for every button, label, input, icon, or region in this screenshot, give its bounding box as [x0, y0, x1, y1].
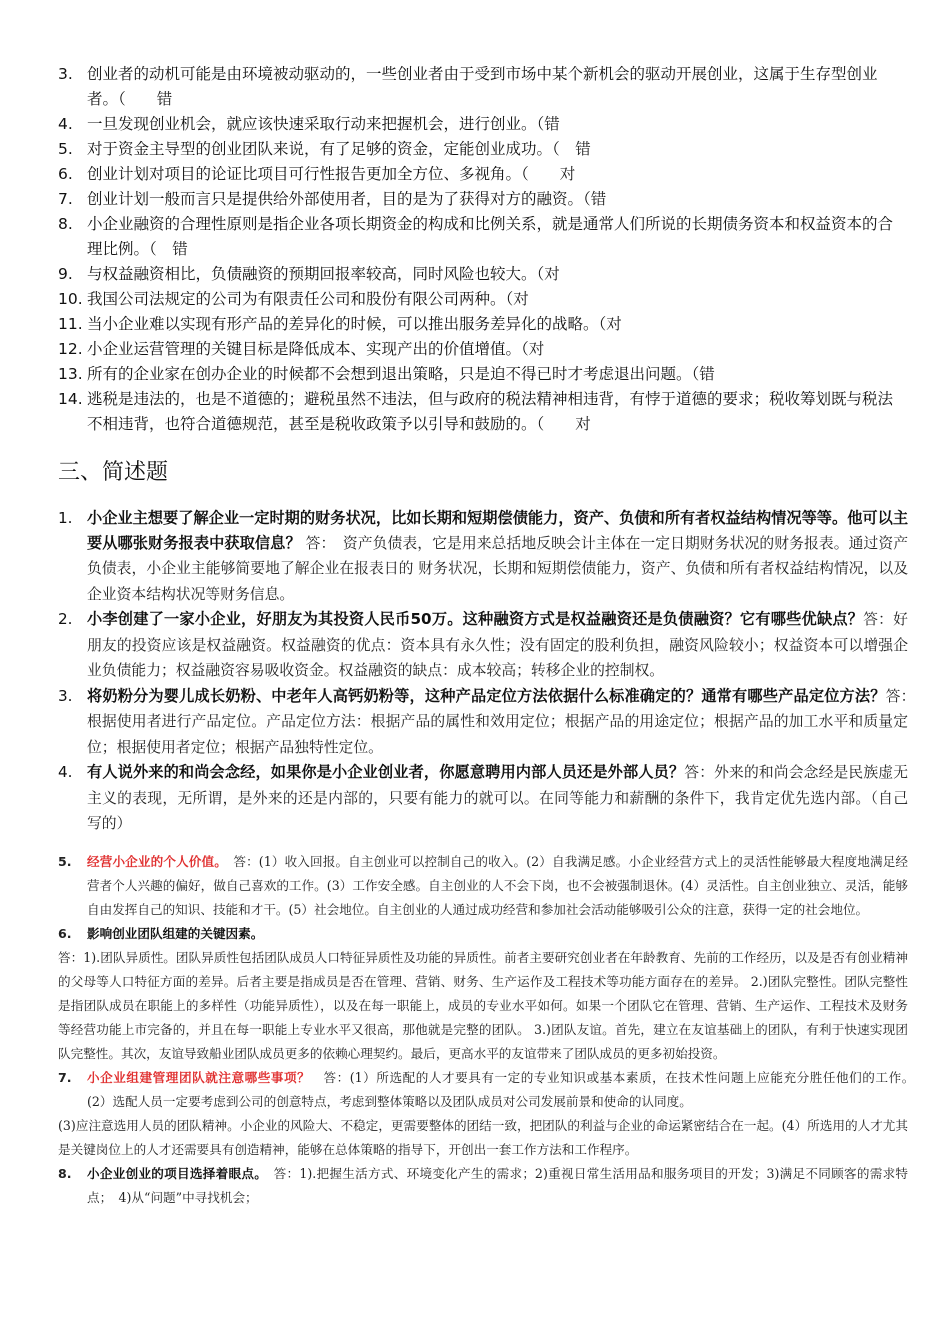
list-item — [58, 337, 898, 362]
item-number: 5. — [58, 854, 72, 869]
list-item — [58, 62, 898, 112]
list-item — [58, 162, 898, 187]
question-text: 小企业组建管理团队就注意哪些事项？ — [87, 1070, 311, 1085]
question-text: 小企业创业的项目选择着眼点。 — [87, 1166, 261, 1181]
item-answer: 错 — [156, 90, 173, 108]
answer-text: 答： 根据使用者进行产品定位。产品定位方法：根据产品的属性和效用定位；根据产品的用途定位；根据产品的加工水平和质量定位；根据使用者定位；根据产品独特性定位。 — [87, 687, 923, 756]
list-item — [58, 112, 898, 137]
item-text: 所有的企业家在创办企业的时候都不会想到退出策略，只是迫不得已时才考虑退出问题。（ — [87, 365, 700, 383]
answer-text: 答：(1）所选配的人才要具有一定的专业知识或基本素质，在技术性问题上应能充分胜任他们的工作。 (2）选配人员一定要考虑到公司的创意特点，考虑到整体策略以及团队成员对公司发展前景和使命的认同度。 — [87, 1070, 934, 1109]
item-number: 8. — [58, 1166, 72, 1181]
list-item — [58, 287, 898, 312]
list-item — [58, 362, 898, 387]
short-answer-list — [58, 506, 923, 837]
item-number: 11. — [58, 315, 83, 333]
list-item — [58, 1066, 934, 1114]
item-text: 当小企业难以实现有形产品的差异化的时候，可以推出服务差异化的战略。（ — [87, 315, 607, 333]
item-number: 3. — [58, 65, 73, 83]
item-number: 7. — [58, 1070, 72, 1085]
item-number: 4. — [58, 115, 73, 133]
question-text: 经营小企业的个人价值。 — [87, 854, 221, 869]
true-false-list — [58, 62, 898, 437]
item-number: 8. — [58, 215, 73, 233]
list-item — [58, 212, 898, 262]
item-answer: 对 — [559, 165, 576, 183]
answer-text-continued: (3)应注意选用人员的团队精神。小企业的风险大、不稳定，更需要整体的团结一致，把团队的利益与企业的命运紧密结合在一起。(4）所选用的人才尤其是关键岗位上的人才还需要具有创造精神，能够在总体策略的指导下，开创出一套工作方法和工作程序。 — [58, 1118, 908, 1157]
item-number: 6. — [58, 926, 72, 941]
answer-text: 答： 资产负债表，它是用来总括地反映会计主体在一定日期财务状况的财务报表。通过资产负债表，小企业主能够简要地了解企业在报表日的 财务状况，长期和短期偿债能力，资产、负债和所有者权益结构情况，以及企业资本结构状况等财务信息。 — [87, 534, 909, 603]
question-text: 小企业主想要了解企业一定时期的财务状况，比如长期和短期偿债能力，资产、负债和所有者权益结构情况等等。他可以主要从哪张财务报表中获取信息？ — [87, 509, 908, 552]
list-item — [58, 387, 898, 437]
item-text: 小企业融资的合理性原则是指企业各项长期资金的构成和比例关系，就是通常人们所说的长期债务资本和权益资本的合理比例。（ — [87, 215, 894, 258]
item-answer: 错 — [590, 190, 607, 208]
list-item — [58, 607, 908, 684]
item-answer: 错 — [544, 115, 560, 133]
short-answer-list-small — [58, 850, 934, 1210]
list-item — [58, 506, 908, 607]
list-item — [58, 850, 908, 922]
list-item — [58, 922, 908, 946]
question-text: 影响创业团队组建的关键因素。 — [87, 926, 264, 941]
item-text: 与权益融资相比，负债融资的预期回报率较高，同时风险也较大。（ — [87, 265, 545, 283]
item-number: 9. — [58, 265, 73, 283]
item-text: 创业者的动机可能是由环境被动驱动的，一些创业者由于受到市场中某个新机会的驱动开展创业，这属于生存型创业者。（ — [87, 65, 878, 108]
answer-text: 答：1).把握生活方式、环境变化产生的需求；2)重视日常生活用品和服务项目的开发；3)满足不同顾客的需求特点； 4)从“问题”中寻找机会； — [87, 1166, 909, 1205]
list-item — [58, 137, 898, 162]
question-text: 有人说外来的和尚会念经，如果你是小企业创业者，你愿意聘用内部人员还是外部人员？ — [87, 763, 685, 781]
item-number: 14. — [58, 390, 83, 408]
item-answer: 对 — [513, 290, 529, 308]
item-answer: 对 — [606, 315, 622, 333]
question-text: 小李创建了一家小企业，好朋友为其投资人民币50万。这种融资方式是权益融资还是负债融资？它有哪些优缺点？ — [87, 610, 864, 628]
answer-text: 答：1).团队异质性。团队异质性包括团队成员人口特征异质性及功能的异质性。前者主要研究创业者在年龄教育、先前的工作经历，以及是否有创业精神的父母等人口特征方面的差异。后者主要是指成员是否在管理、营销、财务、生产运作及工程技术等功能方面存在的差异。 2.)团队完整性。团队完整性是指团队成员在职能上的多样性（功能异质性），以及在每一职能上，成员的专业水平如何。如果一个团队它在管理、营销、生产运作、工程技术及财务等经营功能上市完备的，并且在每一职能上专业水平又很高，那他就是完整的团队。 3.)团队友谊。首先，建立在友谊基础上的团队，有利于快速实现团队完整性。其次，友谊导致船业团队成员更多的依赖心理契约。最后，更高水平的友谊带来了团队成员的更多初始投资。 — [58, 950, 908, 1061]
list-item — [58, 312, 898, 337]
question-text: 将奶粉分为婴儿成长奶粉、中老年人高钙奶粉等，这种产品定位方法依据什么标准确定的？通常有哪些产品定位方法？ — [87, 686, 886, 705]
item-number: 4. — [58, 763, 73, 781]
item-number: 13. — [58, 365, 83, 383]
item-answer: 对 — [528, 340, 545, 358]
answer-text: 答：(1）收入回报。自主创业可以控制自己的收入。(2）自我满足感。小企业经营方式上的灵活性能够最大程度地满足经营者个人兴趣的偏好，做自己喜欢的工作。(3）工作安全感。自主创业的人不会下岗，也不会被强制退休。(4）灵活性。自主创业独立、灵活，能够自由发挥自己的知识、技能和才干。(5）社会地位。自主创业的人通过成功经营和参加社会活动能够吸引公众的注意，获得一定的社会地位。 — [87, 854, 909, 917]
item-text: 一旦发现创业机会，就应该快速采取行动来把握机会，进行创业。（ — [87, 115, 545, 133]
item-number: 1. — [58, 509, 73, 527]
item-number: 6. — [58, 165, 73, 183]
answer-text: 答：外来的和尚会念经是民族虚无主义的表现，无所谓，是外来的还是内部的，只要有能力的就可以。在同等能力和薪酬的条件下，我肯定优先选内部。（自己写的） — [87, 764, 908, 832]
item-number: 2. — [58, 610, 73, 628]
item-number: 10. — [58, 290, 83, 308]
item-number: 12. — [58, 340, 83, 358]
list-item — [58, 684, 923, 761]
item-text: 创业计划一般而言只是提供给外部使用者，目的是为了获得对方的融资。（ — [87, 190, 591, 208]
item-text: 我国公司法规定的公司为有限责任公司和股份有限公司两种。（ — [87, 290, 514, 308]
item-answer: 对 — [575, 415, 591, 433]
item-text: 对于资金主导型的创业团队来说，有了足够的资金，定能创业成功。（ — [87, 140, 560, 158]
section-title: 三、简述题 — [58, 460, 169, 485]
answer-text: 答：好朋友的投资应该是权益融资。权益融资的优点：资本具有永久性；没有固定的股利负担，融资风险较小；权益资本可以增强企业负债能力；权益融资容易吸收资金。权益融资的缺点：成本较高；转移企业的控制权。 — [87, 611, 908, 679]
list-item — [58, 187, 898, 212]
item-answer: 错 — [172, 240, 188, 258]
list-item — [58, 760, 908, 837]
item-number: 3. — [58, 686, 73, 705]
item-number: 5. — [58, 140, 73, 158]
list-item — [58, 1162, 908, 1210]
list-item — [58, 262, 898, 287]
item-text: 逃税是违法的，也是不道德的；避税虽然不违法，但与政府的税法精神相违背，有悖于道德的要求；税收筹划既与税法不相违背，也符合道德规范，甚至是税收政策予以引导和鼓励的。（ — [87, 390, 894, 433]
item-text: 创业计划对项目的论证比项目可行性报告更加全方位、多视角。（ — [87, 165, 529, 183]
item-answer: 错 — [699, 365, 715, 383]
item-number: 7. — [58, 190, 73, 208]
item-answer: 错 — [575, 140, 591, 158]
item-answer: 对 — [544, 265, 560, 283]
item-text: 小企业运营管理的关键目标是降低成本、实现产出的价值增值。（ — [87, 340, 529, 358]
